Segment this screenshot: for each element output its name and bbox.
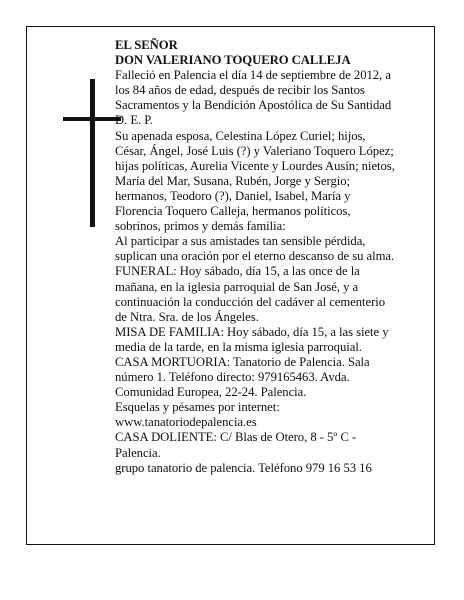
- notice-heading-name: DON VALERIANO TOQUERO CALLEJA: [115, 53, 351, 68]
- cross-vertical-bar: [90, 79, 95, 227]
- notice-line: D. E. P.: [115, 113, 154, 128]
- notice-line: suplican una oración por el eterno descanso de su alma.: [115, 249, 395, 264]
- notice-body: [115, 68, 427, 476]
- notice-line: Florencia Toquero Calleja, hermanos políticos,: [115, 204, 351, 219]
- notice-line: Esquelas y pésames por internet:: [115, 400, 280, 415]
- notice-line: de Ntra. Sra. de los Ángeles.: [115, 309, 259, 324]
- notice-line: continuación la conducción del cadáver al cementerio: [115, 294, 386, 309]
- notice-text: [115, 38, 427, 476]
- notice-line: hijas políticas, Aurelia Vicente y Lourdes Ausín; nietos,: [115, 158, 395, 173]
- notice-line: Su apenada esposa, Celestina López Curiel; hijos,: [115, 128, 366, 143]
- notice-line: media de la tarde, en la misma iglesia parroquial.: [115, 339, 362, 354]
- notice-line: grupo tanatorio de palencia. Teléfono 979 16 53 16: [115, 460, 372, 475]
- notice-line: CASA MORTUORIA: Tanatorio de Palencia. Sala: [115, 354, 370, 369]
- cross-icon: [63, 79, 121, 227]
- notice-line: MISA DE FAMILIA: Hoy sábado, día 15, a las siete y: [115, 324, 389, 339]
- notice-line: Falleció en Palencia el día 14 de septiembre de 2012, a: [115, 68, 391, 83]
- notice-line: CASA DOLIENTE: C/ Blas de Otero, 8 - 5º C -: [115, 430, 357, 445]
- notice-line: hermanos, Teodoro (?), Daniel, Isabel, María y: [115, 188, 351, 203]
- notice-line: Sacramentos y la Bendición Apostólica de Su Santidad: [115, 98, 392, 113]
- notice-line: número 1. Teléfono directo: 979165463. Avda.: [115, 370, 350, 385]
- notice-line: Comunidad Europea, 22-24. Palencia.: [115, 385, 307, 400]
- notice-line: sobrinos, primos y demás familia:: [115, 219, 286, 234]
- cross-horizontal-bar: [63, 117, 121, 121]
- notice-line: Palencia.: [115, 445, 161, 460]
- notice-line: www.tanatoriodepalencia.es: [115, 415, 257, 430]
- notice-heading-title: EL SEÑOR: [115, 38, 178, 52]
- notice-line: César, Ángel, José Luis (?) y Valeriano Toquero López;: [115, 143, 394, 158]
- notice-line: María del Mar, Susana, Rubén, Jorge y Sergio;: [115, 173, 350, 188]
- notice-line: los 84 años de edad, después de recibir los Santos: [115, 83, 365, 98]
- notice-line: mañana, en la iglesia parroquial de San José, y a: [115, 279, 359, 294]
- notice-line: Al participar a sus amistades tan sensible pérdida,: [115, 234, 366, 249]
- notice-line: FUNERAL: Hoy sábado, día 15, a las once de la: [115, 264, 360, 279]
